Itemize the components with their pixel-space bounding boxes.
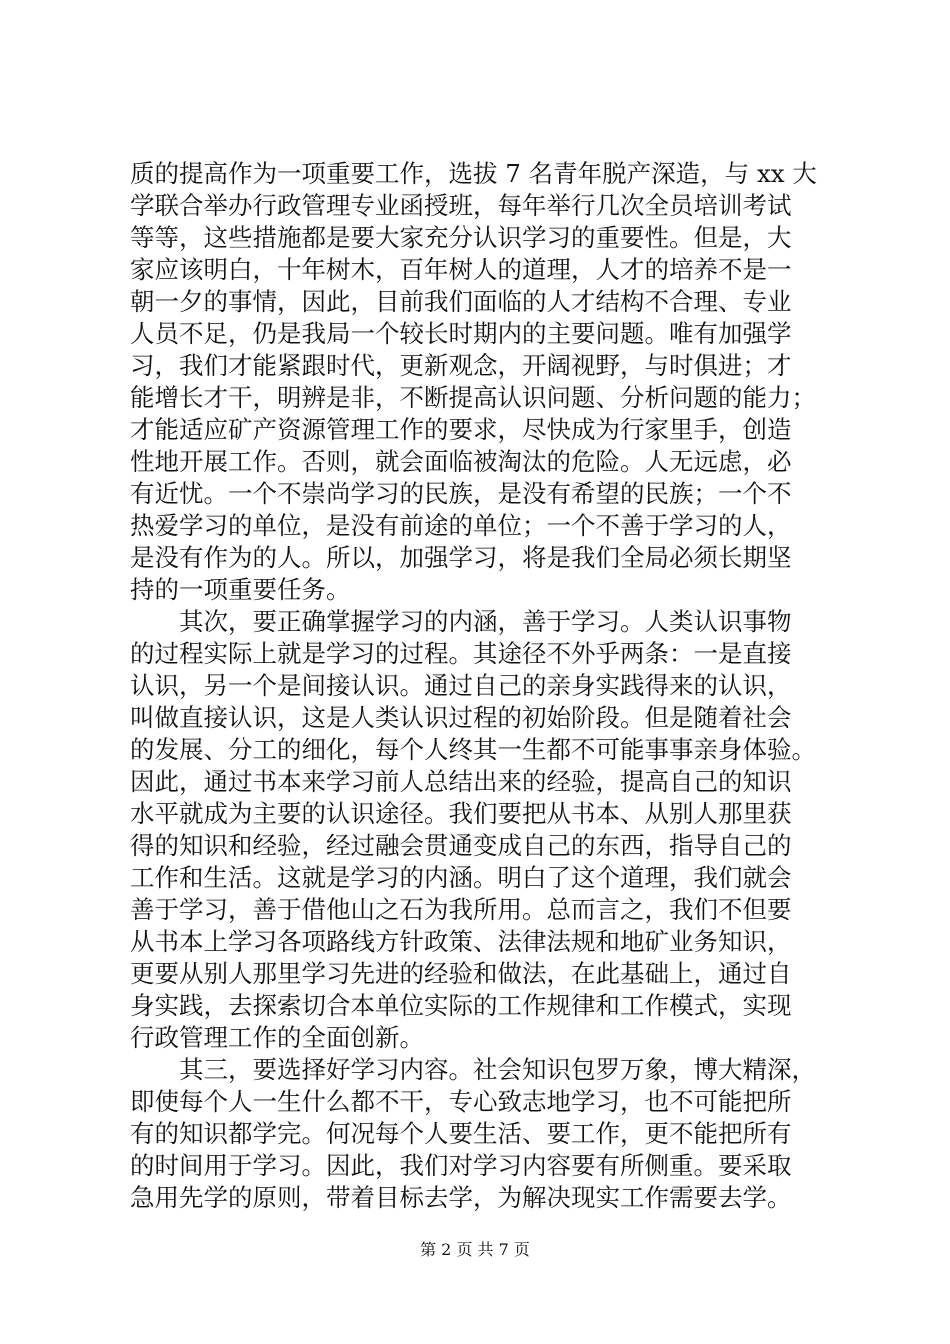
text-line: 工作和生活。这就是学习的内涵。明白了这个道理，我们就会 <box>130 863 792 892</box>
text-line: 才能适应矿产资源管理工作的要求，尽快成为行家里手，创造 <box>130 415 792 444</box>
text-line: 有的知识都学完。何况每个人要生活、要工作，更不能把所有 <box>130 1119 792 1148</box>
text-line: 热爱学习的单位，是没有前途的单位；一个不善于学习的人， <box>130 511 792 540</box>
text-line: 急用先学的原则，带着目标去学，为解决现实工作需要去学。 <box>130 1183 792 1212</box>
text-line: 行政管理工作的全面创新。 <box>130 1023 424 1052</box>
text-line: 持的一项重要任务。 <box>130 575 351 604</box>
text-line: 即使每个人一生什么都不干，专心致志地学习，也不可能把所 <box>130 1087 792 1116</box>
text-line: 朝一夕的事情，因此，目前我们面临的人才结构不合理、专业 <box>130 287 792 316</box>
text-line: 是没有作为的人。所以，加强学习，将是我们全局必须长期坚 <box>130 543 792 572</box>
body-text <box>130 158 830 1214</box>
text-line: 性地开展工作。否则，就会面临被淘汰的危险。人无远虑，必 <box>130 447 792 476</box>
paragraph-start-line: 其次，要正确掌握学习的内涵，善于学习。人类认识事物 <box>130 607 792 636</box>
text-line: 叫做直接认识，这是人类认识过程的初始阶段。但是随着社会 <box>130 703 792 732</box>
text-line: 等等，这些措施都是要大家充分认识学习的重要性。但是，大 <box>130 223 792 252</box>
text-line: 的发展、分工的细化，每个人终其一生都不可能事事亲身体验。 <box>130 735 816 764</box>
text-line: 水平就成为主要的认识途径。我们要把从书本、从别人那里获 <box>130 799 792 828</box>
text-line: 能增长才干，明辨是非，不断提高认识问题、分析问题的能力； <box>130 383 816 412</box>
text-line: 更要从别人那里学习先进的经验和做法，在此基础上，通过自 <box>130 959 792 988</box>
text-line: 有近忧。一个不崇尚学习的民族，是没有希望的民族；一个不 <box>130 479 792 508</box>
text-line: 认识，另一个是间接认识。通过自己的亲身实践得来的认识， <box>130 671 792 700</box>
text-line: 的过程实际上就是学习的过程。其途径不外乎两条：一是直接 <box>130 639 792 668</box>
text-line: 得的知识和经验，经过融会贯通变成自己的东西，指导自己的 <box>130 831 792 860</box>
text-line: 的时间用于学习。因此，我们对学习内容要有所侧重。要采取 <box>130 1151 792 1180</box>
text-line: 因此，通过书本来学习前人总结出来的经验，提高自己的知识 <box>130 767 792 796</box>
paragraph-start-line: 其三，要选择好学习内容。社会知识包罗万象，博大精深， <box>130 1055 816 1084</box>
text-line: 从书本上学习各项路线方针政策、法律法规和地矿业务知识， <box>130 927 792 956</box>
page-footer: 第 2 页 共 7 页 <box>420 1240 530 1259</box>
text-line: 人员不足，仍是我局一个较长时期内的主要问题。唯有加强学 <box>130 319 792 348</box>
text-line: 身实践，去探索切合本单位实际的工作规律和工作模式，实现 <box>130 991 792 1020</box>
text-line: 家应该明白，十年树木，百年树人的道理，人才的培养不是一 <box>130 255 792 284</box>
text-line: 质的提高作为一项重要工作，选拔 7 名青年脱产深造，与 xx 大 <box>130 159 817 188</box>
text-line: 习，我们才能紧跟时代，更新观念，开阔视野，与时俱进；才 <box>130 351 792 380</box>
text-line: 善于学习，善于借他山之石为我所用。总而言之，我们不但要 <box>130 895 792 924</box>
text-line: 学联合举办行政管理专业函授班，每年举行几次全员培训考试 <box>130 191 792 220</box>
